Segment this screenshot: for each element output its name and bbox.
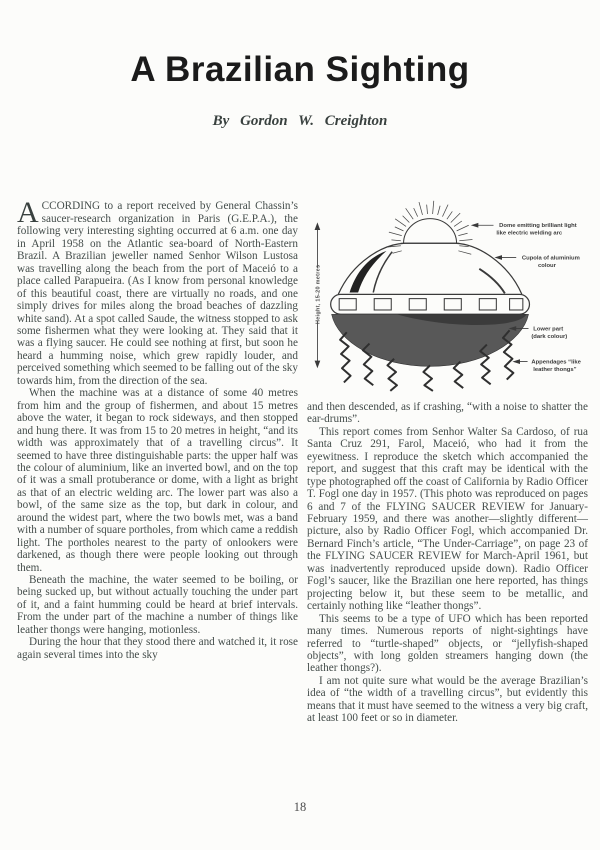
paragraph: This report comes from Senhor Walter Sa Cardoso, of rua Santa Cruz 291, Farol, Maceió, who had it from the eyewitness. I reproduce the sketch which accompanied the report, and suggest that this craft may be identical with the type photographed off the coast of California by Radio Officer T. Fogl one day in 1957. (This photo was reproduced on pages 6 and 7 of the FLYING SAUCER REVIEW for January-February 1959, and there was another—slightly different—picture, also by Radio Officer Fogl, which accompanied Dr. Bernard Finch’s article, “The Under-Carriage”, on page 23 of the FLYING SAUCER REVIEW for March-April 1961, but was inadvertently reproduced upside down). Radio Officer Fogl’s saucer, like the Brazilian one here reported, has things projecting below it, but these seem to be metallic, and certainly nothing like “leather thongs”.: [307, 425, 588, 613]
paragraph: This seems to be a type of UFO which has been reported many times. Numerous reports of night-sightings have referred to “turtle-shaped” objects, or “jellyfish-shaped objects”, with long golden streamers hanging down (the leather thongs?).: [307, 612, 588, 675]
right-column: [307, 190, 588, 724]
appendage: [423, 366, 432, 392]
figure-label-lower-1: Lower part: [533, 326, 564, 333]
figure-label-lower-2: (dark colour): [531, 334, 568, 341]
light-rays: [388, 201, 473, 254]
figure-label-appendages-1: Appendages “like: [531, 359, 581, 366]
figure-label-dome-2: like electric welding arc: [496, 231, 563, 238]
appendage: [454, 362, 463, 389]
porthole: [374, 299, 391, 310]
annotation-arrow: [494, 256, 502, 261]
drop-cap: A: [17, 196, 39, 230]
height-label: Height, 15-20 metres: [315, 265, 322, 325]
paragraph: When the machine was at a distance of some 40 metres from him and the group of fishermen, and about 15 metres above the water, it began to rock sideways, and then stopped and hung there. It was from 15 to 20 metres in height, “and its width was approximately that of a travelling circus”. It seemed to have three distinguishable parts: the upper half was the colour of aluminium, like an inverted bowl, and on the top of it was a small protuberance or dome, with a light as bright as that of an electric welding arc. The lower part was also a bowl, of the same size as the top, but dark in colour, and around the widest part, where the two bowls met, was a band with a number of square portholes, from which came a reddish light. The portholes nearest to the party of onlookers were darkened, as though there were people looking out through them.: [17, 387, 298, 574]
article-body: [0, 190, 600, 724]
figure-label-dome-1: Dome emitting brilliant light: [499, 223, 577, 230]
paragraph-text: CCORDING to a report received by General Chassin’s saucer-research organization in Paris (G.E.P.A.), the following very interesting sighting occurred at 6 a.m. one day in April 1958 on the Atlantic sea-board of North-Eastern Brazil. A Brazilian jeweller named Senhor Wilson Lustosa was travelling along the beach from the port of Maceió to a place called Parapueira. (As I know from personal knowledge of this beautiful coast, there are virtually no roads, and one simply drives for miles along the broad beaches of dazzling white sand). At a spot called Saude, the witness stopped to ask some fishermen what they were looking at. They said that it was a flying saucer. He could see nothing at first, but soon he heard a humming noise, which grew rapidly louder, and perceived something which seemed to be falling out of the sky towards him, from the direction of the sea.: [17, 200, 298, 387]
porthole: [479, 299, 496, 310]
annotation-arrow: [471, 223, 479, 228]
paragraph: [17, 196, 298, 387]
porthole: [409, 299, 426, 310]
height-arrow: [315, 223, 322, 369]
annotation-dome: [471, 223, 577, 237]
annotation-cupola: [494, 256, 579, 270]
porthole: [444, 299, 461, 310]
annotation-arrow: [512, 360, 520, 365]
paragraph: Beneath the machine, the water seemed to be boiling, or being sucked up, but without actually touching the under part of it, and a faint humming could be heard at brief intervals. From the under part of the machine a number of things like leather thongs were hanging, motionless.: [17, 574, 298, 636]
paragraph: and then descended, as if crashing, “with a noise to shatter the ear-drums”.: [307, 400, 588, 426]
paragraph: During the hour that they stood there and watched it, it rose again several times into the sky: [17, 636, 298, 661]
figure-label-cupola-1: Cupola of aluminium: [521, 255, 580, 262]
figure-label-cupola-2: colour: [537, 263, 556, 270]
page-title: A Brazilian Sighting: [130, 50, 470, 89]
cupola-shading-right: [479, 269, 505, 294]
figure-label-appendages-2: leather thongs”: [533, 367, 577, 374]
annotation-appendages: [512, 360, 581, 374]
saucer-cupola: [338, 244, 522, 295]
ufo-sketch: [307, 190, 591, 394]
byline: By Gordon W. Creighton: [212, 113, 388, 130]
paragraph: I am not quite sure what would be the average Brazilian’s idea of “the width of a travelling circus”, but evidently this means that it must have seemed to the witness a very big craft, at least 100 feet or so in diameter.: [307, 674, 588, 725]
porthole: [339, 299, 356, 310]
porthole: [510, 299, 523, 310]
ufo-sketch-figure: [307, 190, 588, 397]
saucer-lower-bowl: [332, 315, 529, 367]
appendage: [387, 359, 396, 391]
porthole-band: [331, 295, 530, 315]
left-column: [17, 190, 298, 724]
page-number: 18: [293, 800, 307, 814]
